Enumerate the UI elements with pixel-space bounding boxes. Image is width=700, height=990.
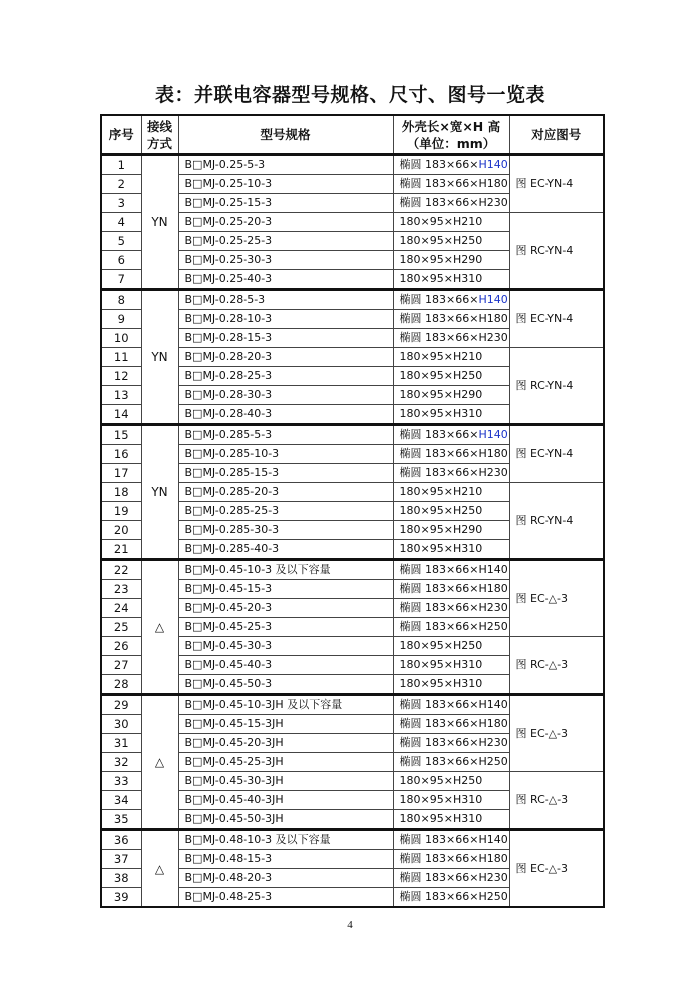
cell-dimensions: [393, 155, 509, 175]
dimension-prefix: 椭圆 183×66×: [399, 755, 479, 768]
cell-dimensions: [393, 580, 509, 599]
cell-model: B□MJ-0.28-30-3: [178, 386, 393, 405]
cell-model: B□MJ-0.25-40-3: [178, 270, 393, 290]
cell-seq: 16: [101, 445, 141, 464]
cell-figure: 图 EC-△-3: [509, 830, 604, 908]
cell-dimensions: [393, 367, 509, 386]
cell-dimensions: [393, 560, 509, 580]
cell-figure: 图 RC-△-3: [509, 637, 604, 695]
cell-seq: 20: [101, 521, 141, 540]
dimension-height: H180: [478, 717, 508, 730]
dimension-height: H250: [478, 620, 508, 633]
cell-figure: 图 EC-△-3: [509, 560, 604, 637]
dimension-height: H250: [452, 234, 483, 247]
cell-seq: 35: [101, 810, 141, 830]
cell-dimensions: [393, 753, 509, 772]
dimension-height: H140: [478, 158, 508, 171]
dimension-prefix: 椭圆 183×66×: [399, 428, 479, 441]
dimension-height: H250: [452, 639, 483, 652]
cell-dimensions: [393, 715, 509, 734]
dimension-prefix: 180×95×: [399, 504, 453, 517]
cell-dimensions: [393, 772, 509, 791]
dimension-height: H230: [478, 601, 508, 614]
dimension-prefix: 椭圆 183×66×: [399, 601, 479, 614]
dimension-prefix: 椭圆 183×66×: [399, 717, 479, 730]
cell-seq: 13: [101, 386, 141, 405]
cell-connection: △: [141, 695, 178, 830]
cell-model: B□MJ-0.48-15-3: [178, 850, 393, 869]
cell-model: B□MJ-0.45-50-3: [178, 675, 393, 695]
dimension-height: H250: [452, 369, 483, 382]
cell-seq: 9: [101, 310, 141, 329]
dimension-height: H230: [478, 871, 508, 884]
cell-seq: 11: [101, 348, 141, 367]
cell-model: B□MJ-0.25-25-3: [178, 232, 393, 251]
cell-seq: 28: [101, 675, 141, 695]
cell-seq: 12: [101, 367, 141, 386]
cell-model: B□MJ-0.28-40-3: [178, 405, 393, 425]
table-row: [101, 830, 604, 850]
cell-dimensions: [393, 850, 509, 869]
cell-dimensions: [393, 869, 509, 888]
cell-dimensions: [393, 810, 509, 830]
dimension-height: H230: [478, 466, 508, 479]
cell-dimensions: [393, 791, 509, 810]
cell-model: B□MJ-0.48-20-3: [178, 869, 393, 888]
cell-seq: 14: [101, 405, 141, 425]
cell-seq: 22: [101, 560, 141, 580]
header-connection-line1: 接线: [146, 118, 172, 134]
dimension-prefix: 180×95×: [399, 523, 453, 536]
dimension-prefix: 椭圆 183×66×: [399, 833, 479, 846]
dimension-prefix: 椭圆 183×66×: [399, 736, 479, 749]
header-connection-line2: 方式: [146, 135, 172, 151]
cell-model: B□MJ-0.45-40-3JH: [178, 791, 393, 810]
dimension-prefix: 椭圆 183×66×: [399, 196, 479, 209]
header-model: 型号规格: [178, 115, 393, 155]
cell-figure: 图 EC-YN-4: [509, 290, 604, 348]
row-group: [101, 560, 604, 695]
cell-model: B□MJ-0.25-5-3: [178, 155, 393, 175]
cell-model: B□MJ-0.45-10-3JH 及以下容量: [178, 695, 393, 715]
cell-seq: 19: [101, 502, 141, 521]
header-dimensions: [393, 115, 509, 155]
dimension-prefix: 180×95×: [399, 658, 453, 671]
cell-figure: 图 RC-YN-4: [509, 213, 604, 290]
dimension-prefix: 180×95×: [399, 774, 453, 787]
cell-model: B□MJ-0.285-30-3: [178, 521, 393, 540]
dimension-prefix: 180×95×: [399, 215, 453, 228]
cell-seq: 37: [101, 850, 141, 869]
cell-model: B□MJ-0.25-10-3: [178, 175, 393, 194]
cell-seq: 15: [101, 425, 141, 445]
dimension-height: H310: [452, 658, 483, 671]
cell-seq: 24: [101, 599, 141, 618]
cell-model: B□MJ-0.45-30-3JH: [178, 772, 393, 791]
dimension-prefix: 椭圆 183×66×: [399, 177, 479, 190]
cell-dimensions: [393, 213, 509, 232]
cell-dimensions: [393, 618, 509, 637]
cell-model: B□MJ-0.45-25-3JH: [178, 753, 393, 772]
cell-model: B□MJ-0.45-15-3: [178, 580, 393, 599]
cell-seq: 39: [101, 888, 141, 908]
capacitor-spec-table: [100, 114, 605, 908]
cell-model: B□MJ-0.285-20-3: [178, 483, 393, 502]
dimension-prefix: 180×95×: [399, 812, 453, 825]
cell-dimensions: [393, 521, 509, 540]
cell-seq: 3: [101, 194, 141, 213]
cell-model: B□MJ-0.25-20-3: [178, 213, 393, 232]
dimension-prefix: 180×95×: [399, 272, 453, 285]
dimension-height: H140: [478, 428, 508, 441]
dimension-prefix: 180×95×: [399, 639, 453, 652]
cell-seq: 1: [101, 155, 141, 175]
dimension-height: H290: [452, 253, 483, 266]
cell-seq: 17: [101, 464, 141, 483]
cell-model: B□MJ-0.45-25-3: [178, 618, 393, 637]
cell-dimensions: [393, 194, 509, 213]
cell-model: B□MJ-0.45-30-3: [178, 637, 393, 656]
header-row: [101, 115, 604, 155]
dimension-height: H230: [478, 196, 508, 209]
cell-seq: 5: [101, 232, 141, 251]
cell-seq: 10: [101, 329, 141, 348]
table-row: [101, 695, 604, 715]
cell-seq: 25: [101, 618, 141, 637]
dimension-prefix: 椭圆 183×66×: [399, 312, 479, 325]
cell-dimensions: [393, 386, 509, 405]
cell-figure: 图 RC-△-3: [509, 772, 604, 830]
dimension-height: H180: [478, 852, 508, 865]
dimension-height: H180: [478, 582, 508, 595]
cell-seq: 36: [101, 830, 141, 850]
dimension-prefix: 椭圆 183×66×: [399, 158, 479, 171]
cell-model: B□MJ-0.48-25-3: [178, 888, 393, 908]
cell-dimensions: [393, 175, 509, 194]
dimension-prefix: 椭圆 183×66×: [399, 331, 479, 344]
dimension-prefix: 椭圆 183×66×: [399, 293, 479, 306]
dimension-height: H210: [452, 215, 483, 228]
cell-model: B□MJ-0.285-40-3: [178, 540, 393, 560]
table-title: 表：并联电容器型号规格、尺寸、图号一览表: [154, 84, 545, 106]
header-seq: 序号: [101, 115, 141, 155]
dimension-prefix: 180×95×: [399, 407, 453, 420]
header-dims-line2: （单位：mm）: [406, 135, 496, 151]
dimension-height: H310: [452, 407, 483, 420]
table-row: [101, 560, 604, 580]
cell-seq: 21: [101, 540, 141, 560]
cell-seq: 4: [101, 213, 141, 232]
cell-dimensions: [393, 656, 509, 675]
dimension-prefix: 椭圆 183×66×: [399, 466, 479, 479]
cell-seq: 38: [101, 869, 141, 888]
dimension-height: H140: [478, 293, 508, 306]
dimension-height: H250: [452, 774, 483, 787]
cell-dimensions: [393, 310, 509, 329]
cell-seq: 32: [101, 753, 141, 772]
dimension-prefix: 椭圆 183×66×: [399, 620, 479, 633]
dimension-height: H310: [452, 272, 483, 285]
cell-dimensions: [393, 695, 509, 715]
dimension-height: H310: [452, 812, 483, 825]
cell-figure: 图 RC-YN-4: [509, 483, 604, 560]
cell-model: B□MJ-0.45-20-3JH: [178, 734, 393, 753]
cell-model: B□MJ-0.45-15-3JH: [178, 715, 393, 734]
cell-model: B□MJ-0.48-10-3 及以下容量: [178, 830, 393, 850]
dimension-height: H250: [478, 890, 508, 903]
dimension-prefix: 180×95×: [399, 542, 453, 555]
cell-seq: 33: [101, 772, 141, 791]
row-group: [101, 695, 604, 830]
dimension-height: H210: [452, 350, 483, 363]
table-row: [101, 290, 604, 310]
dimension-height: H290: [452, 388, 483, 401]
cell-dimensions: [393, 348, 509, 367]
cell-model: B□MJ-0.285-15-3: [178, 464, 393, 483]
cell-figure: 图 RC-YN-4: [509, 348, 604, 425]
cell-model: B□MJ-0.45-40-3: [178, 656, 393, 675]
dimension-height: H210: [452, 485, 483, 498]
cell-model: B□MJ-0.285-25-3: [178, 502, 393, 521]
cell-model: B□MJ-0.28-20-3: [178, 348, 393, 367]
dimension-prefix: 180×95×: [399, 388, 453, 401]
cell-model: B□MJ-0.28-10-3: [178, 310, 393, 329]
dimension-height: H310: [452, 677, 483, 690]
header-connection: [141, 115, 178, 155]
dimension-height: H310: [452, 542, 483, 555]
dimension-prefix: 椭圆 183×66×: [399, 698, 479, 711]
cell-dimensions: [393, 464, 509, 483]
dimension-prefix: 180×95×: [399, 369, 453, 382]
cell-model: B□MJ-0.45-10-3 及以下容量: [178, 560, 393, 580]
dimension-height: H250: [478, 755, 508, 768]
cell-model: B□MJ-0.28-15-3: [178, 329, 393, 348]
cell-figure: 图 EC-△-3: [509, 695, 604, 772]
cell-figure: 图 EC-YN-4: [509, 425, 604, 483]
row-group: [101, 155, 604, 290]
dimension-prefix: 180×95×: [399, 485, 453, 498]
cell-model: B□MJ-0.285-5-3: [178, 425, 393, 445]
cell-dimensions: [393, 425, 509, 445]
table-row: [101, 155, 604, 175]
cell-model: B□MJ-0.45-20-3: [178, 599, 393, 618]
cell-dimensions: [393, 329, 509, 348]
cell-dimensions: [393, 290, 509, 310]
cell-dimensions: [393, 888, 509, 908]
dimension-height: H290: [452, 523, 483, 536]
dimension-prefix: 180×95×: [399, 234, 453, 247]
dimension-prefix: 180×95×: [399, 677, 453, 690]
cell-seq: 8: [101, 290, 141, 310]
dimension-height: H180: [478, 447, 508, 460]
dimension-prefix: 椭圆 183×66×: [399, 563, 479, 576]
page-number: 4: [347, 919, 353, 931]
dimension-prefix: 椭圆 183×66×: [399, 447, 479, 460]
cell-model: B□MJ-0.285-10-3: [178, 445, 393, 464]
header-dims-line1: 外壳长×宽×H 高: [401, 118, 501, 134]
dimension-prefix: 椭圆 183×66×: [399, 890, 479, 903]
cell-connection: YN: [141, 155, 178, 290]
cell-seq: 7: [101, 270, 141, 290]
cell-dimensions: [393, 599, 509, 618]
cell-figure: 图 EC-YN-4: [509, 155, 604, 213]
row-group: [101, 425, 604, 560]
dimension-height: H230: [478, 331, 508, 344]
cell-dimensions: [393, 830, 509, 850]
cell-dimensions: [393, 483, 509, 502]
cell-model: B□MJ-0.25-30-3: [178, 251, 393, 270]
cell-connection: △: [141, 560, 178, 695]
cell-connection: △: [141, 830, 178, 908]
cell-dimensions: [393, 232, 509, 251]
cell-model: B□MJ-0.28-5-3: [178, 290, 393, 310]
dimension-height: H180: [478, 312, 508, 325]
dimension-height: H310: [452, 793, 483, 806]
dimension-prefix: 180×95×: [399, 350, 453, 363]
cell-dimensions: [393, 675, 509, 695]
cell-dimensions: [393, 637, 509, 656]
cell-connection: YN: [141, 290, 178, 425]
dimension-height: H250: [452, 504, 483, 517]
dimension-prefix: 椭圆 183×66×: [399, 582, 479, 595]
dimension-height: H140: [478, 833, 508, 846]
cell-dimensions: [393, 540, 509, 560]
cell-seq: 23: [101, 580, 141, 599]
cell-model: B□MJ-0.45-50-3JH: [178, 810, 393, 830]
cell-seq: 29: [101, 695, 141, 715]
cell-seq: 18: [101, 483, 141, 502]
cell-dimensions: [393, 734, 509, 753]
dimension-height: H140: [478, 698, 508, 711]
cell-dimensions: [393, 405, 509, 425]
dimension-prefix: 椭圆 183×66×: [399, 871, 479, 884]
row-group: [101, 290, 604, 425]
dimension-prefix: 180×95×: [399, 793, 453, 806]
dimension-height: H180: [478, 177, 508, 190]
cell-seq: 30: [101, 715, 141, 734]
cell-seq: 34: [101, 791, 141, 810]
cell-seq: 31: [101, 734, 141, 753]
cell-dimensions: [393, 251, 509, 270]
cell-model: B□MJ-0.28-25-3: [178, 367, 393, 386]
dimension-prefix: 180×95×: [399, 253, 453, 266]
dimension-height: H140: [478, 563, 508, 576]
cell-dimensions: [393, 445, 509, 464]
table-row: [101, 425, 604, 445]
row-group: [101, 830, 604, 908]
cell-connection: YN: [141, 425, 178, 560]
cell-model: B□MJ-0.25-15-3: [178, 194, 393, 213]
header-figure: 对应图号: [509, 115, 604, 155]
cell-dimensions: [393, 270, 509, 290]
cell-seq: 6: [101, 251, 141, 270]
cell-seq: 27: [101, 656, 141, 675]
dimension-prefix: 椭圆 183×66×: [399, 852, 479, 865]
cell-seq: 26: [101, 637, 141, 656]
cell-dimensions: [393, 502, 509, 521]
dimension-height: H230: [478, 736, 508, 749]
cell-seq: 2: [101, 175, 141, 194]
